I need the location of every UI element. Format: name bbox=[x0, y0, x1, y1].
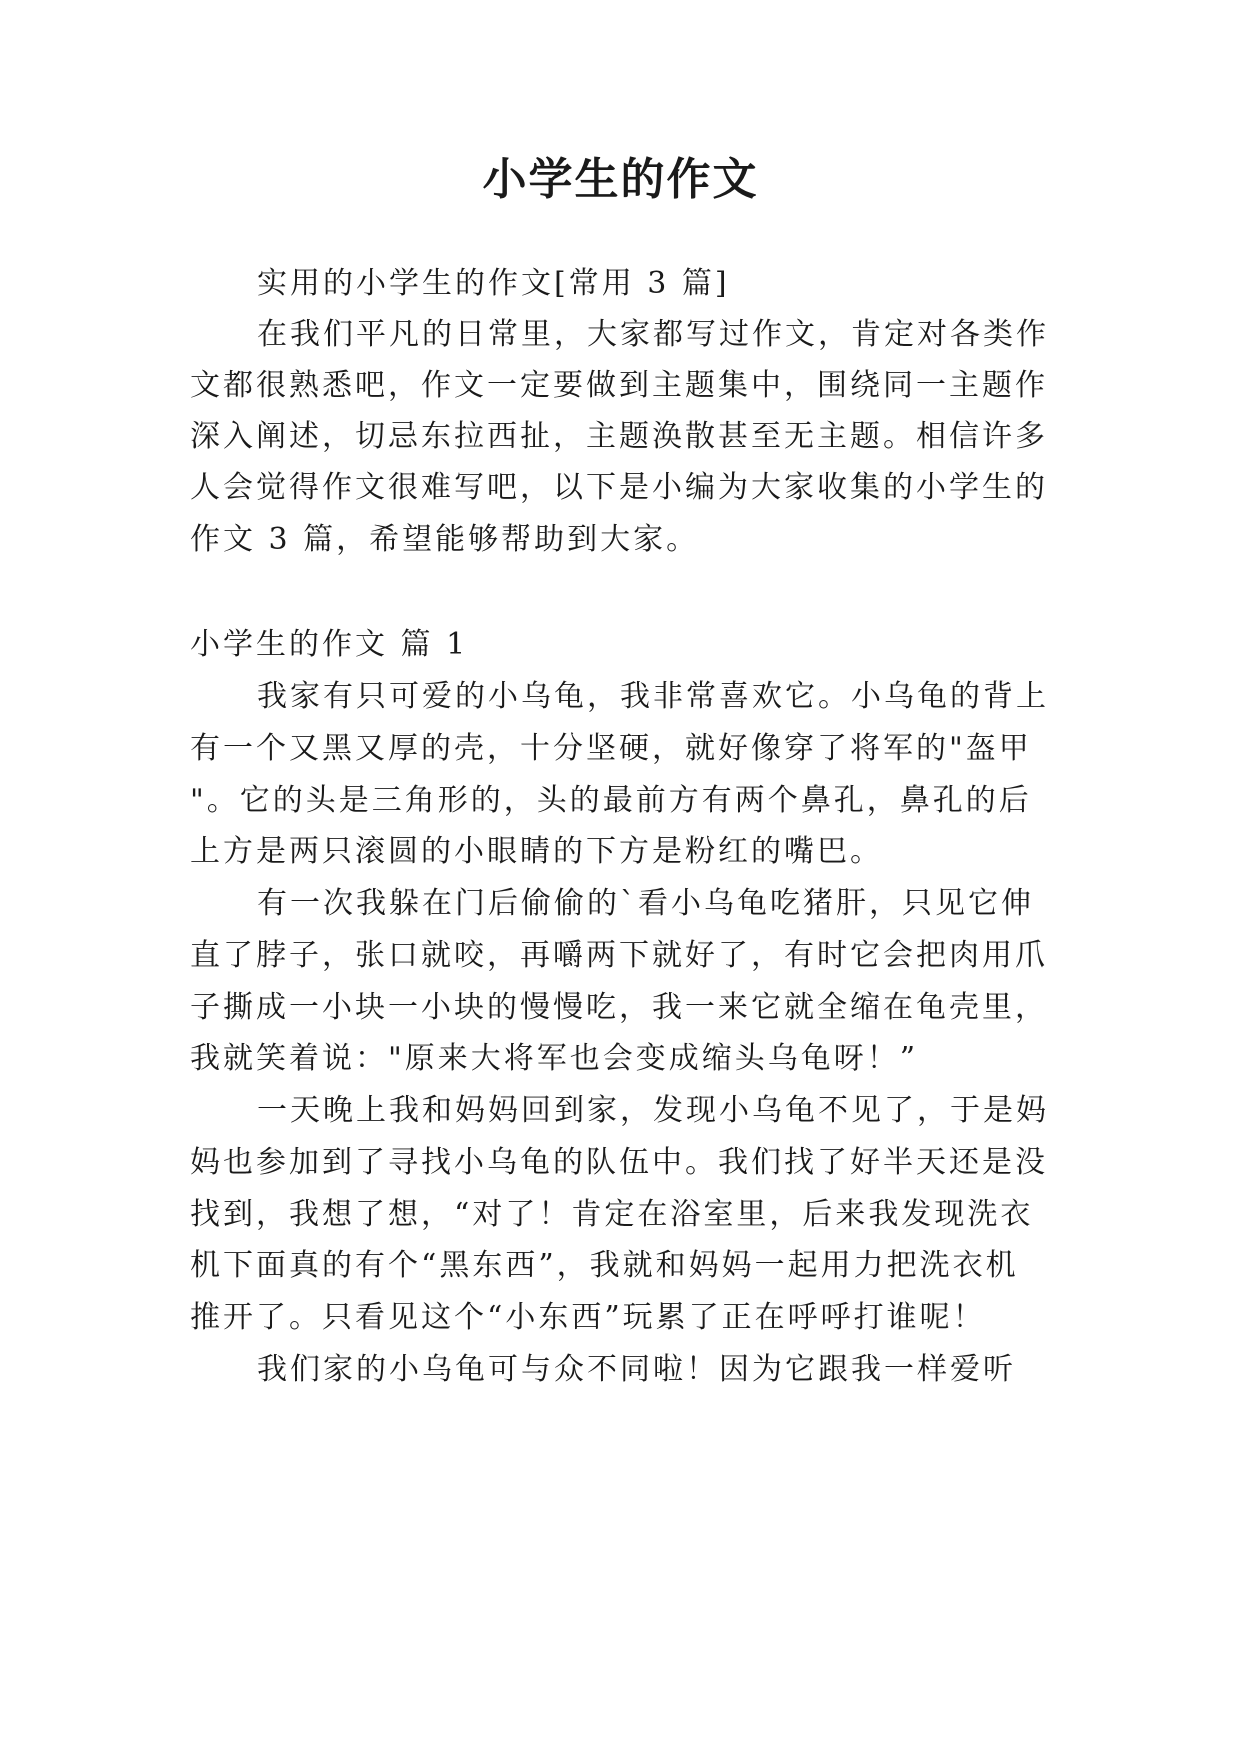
paragraph-line: 有一次我躲在门后偷偷的`看小乌龟吃猪肝，只见它伸 bbox=[257, 886, 1034, 921]
paragraph-line: 子撕成一小块一小块的慢慢吃，我一来它就全缩在龟壳里， bbox=[190, 990, 1048, 1025]
paragraph-line: 深入阐述，切忌东拉西扯，主题涣散甚至无主题。相信许多 bbox=[190, 419, 1048, 454]
paragraph-line: 找到，我想了想，“对了！肯定在浴室里，后来我发现洗衣 bbox=[190, 1197, 1034, 1232]
paragraph-line: "。它的头是三角形的，头的最前方有两个鼻孔，鼻孔的后 bbox=[190, 783, 1032, 818]
paragraph-line: 机下面真的有个“黑东西”，我就和妈妈一起用力把洗衣机 bbox=[190, 1248, 1019, 1283]
document-title: 小学生的作文 bbox=[482, 154, 759, 205]
paragraph-line: 上方是两只滚圆的小眼睛的下方是粉红的嘴巴。 bbox=[190, 834, 883, 869]
paragraph-line: 文都很熟悉吧，作文一定要做到主题集中，围绕同一主题作 bbox=[190, 368, 1048, 403]
paragraph-line: 妈也参加到了寻找小乌龟的队伍中。我们找了好半天还是没 bbox=[190, 1145, 1048, 1180]
paragraph-line: 人会觉得作文很难写吧，以下是小编为大家收集的小学生的 bbox=[190, 470, 1048, 505]
paragraph-line: 有一个又黑又厚的壳，十分坚硬，就好像穿了将军的"盔甲 bbox=[190, 731, 1032, 766]
paragraph-line: 我就笑着说："原来大将军也会变成缩头乌龟呀！” bbox=[190, 1041, 919, 1076]
section-heading: 小学生的作文 篇 1 bbox=[190, 627, 469, 662]
paragraph-line: 作文 3 篇，希望能够帮助到大家。 bbox=[190, 522, 700, 557]
paragraph-line: 直了脖子，张口就咬，再嚼两下就好了，有时它会把肉用爪 bbox=[190, 938, 1048, 973]
paragraph-line: 在我们平凡的日常里，大家都写过作文，肯定对各类作 bbox=[257, 317, 1049, 352]
paragraph-line: 推开了。只看见这个“小东西”玩累了正在呼呼打谁呢！ bbox=[190, 1300, 986, 1335]
paragraph-line: 我们家的小乌龟可与众不同啦！因为它跟我一样爱听 bbox=[257, 1352, 1016, 1387]
intro-heading: 实用的小学生的作文[常用 3 篇] bbox=[257, 266, 730, 301]
paragraph-line: 一天晚上我和妈妈回到家，发现小乌龟不见了，于是妈 bbox=[257, 1093, 1049, 1128]
paragraph-line: 我家有只可爱的小乌龟，我非常喜欢它。小乌龟的背上 bbox=[257, 679, 1049, 714]
